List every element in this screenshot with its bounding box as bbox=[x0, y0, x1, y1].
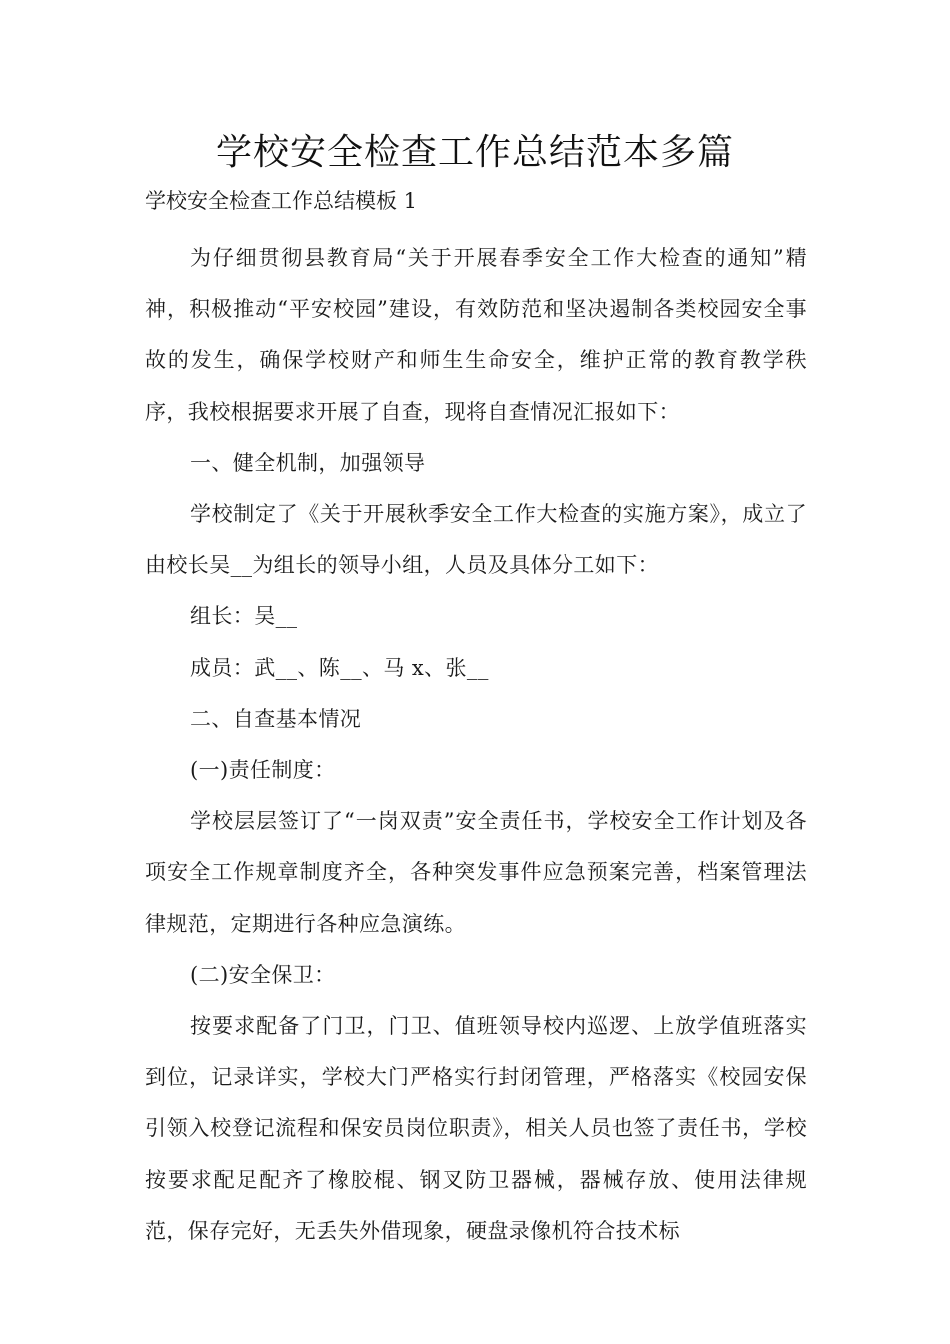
section-heading-2: 二、自查基本情况 bbox=[190, 706, 362, 731]
document-subtitle: 学校安全检查工作总结模板 1 bbox=[145, 189, 418, 213]
subsection-heading-2: (二)安全保卫： bbox=[190, 962, 336, 987]
subsection-heading-1: (一)责任制度： bbox=[190, 758, 336, 783]
paragraph-intro: 为仔细贯彻县教育局“关于开展春季安全工作大检查的通知”精神，积极推动“平安校园”建设，有效防范和坚决遏制各类校园安全事故的发生，确保学校财产和师生生命安全，维护正常的教育教学秩序，我校根据要求开展了自查，现将自查情况汇报如下： bbox=[145, 246, 807, 424]
document-title: 学校安全检查工作总结范本多篇 bbox=[215, 132, 734, 173]
paragraph-leadership: 学校制定了《关于开展秋季安全工作大检查的实施方案》，成立了由校长吴__为组长的领导小组，人员及具体分工如下： bbox=[145, 502, 807, 578]
section-heading-1: 一、健全机制，加强领导 bbox=[190, 450, 426, 475]
paragraph-responsibility: 学校层层签订了“一岗双责”安全责任书，学校安全工作计划及各项安全工作规章制度齐全，各种突发事件应急预案完善，档案管理法律规范，定期进行各种应急演练。 bbox=[145, 809, 807, 936]
paragraph-members: 成员：武__、陈__、马 x、张__ bbox=[190, 655, 489, 680]
document-body bbox=[145, 233, 807, 1257]
paragraph-leader: 组长：吴__ bbox=[190, 604, 298, 629]
paragraph-security: 按要求配备了门卫，门卫、值班领导校内巡逻、上放学值班落实到位，记录详实，学校大门严格实行封闭管理，严格落实《校园安保引领入校登记流程和保安员岗位职责》，相关人员也签了责任书，学校按要求配足配齐了橡胶棍、钢叉防卫器械，器械存放、使用法律规范，保存完好，无丢失外借现象，硬盘录像机符合技术标 bbox=[145, 1014, 807, 1243]
